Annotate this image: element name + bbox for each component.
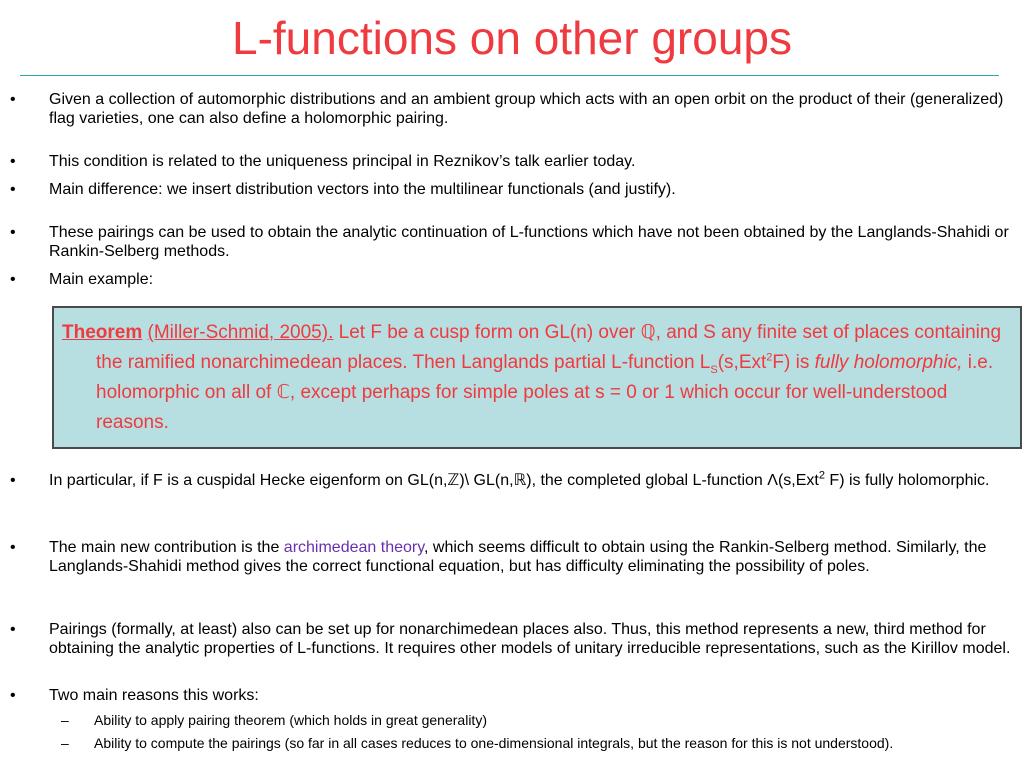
bullet-item xyxy=(10,180,1014,199)
archimedean-theory-highlight: archimedean theory xyxy=(283,539,425,556)
sub-bullet-item xyxy=(61,711,994,729)
bullet-marker: • xyxy=(10,687,16,704)
bullet-marker: • xyxy=(10,153,16,170)
bullet-text: F) is fully holomorphic. xyxy=(824,472,990,489)
theorem-text: (s,Ext xyxy=(717,352,767,373)
bullet-text: Given a collection of automorphic distributions and an ambient group which acts with an open orbit on the product of their (generalized) flag varieties, one can also define a holomorphic pairing. xyxy=(49,91,1004,127)
theorem-statement xyxy=(62,318,1008,438)
bullet-text: , which seems difficult to obtain using the Rankin-Selberg method. Similarly, the Langlands-Shahidi method gives the correct functional equation, but has difficulty eliminating the possibility of poles. xyxy=(49,539,987,575)
reals-symbol: ℝ xyxy=(513,472,527,489)
theorem-label: Theorem xyxy=(62,322,143,343)
bullet-marker: • xyxy=(10,181,16,198)
bullet-item xyxy=(10,270,1014,289)
bullet-item xyxy=(10,469,1014,490)
theorem-text: , except perhaps for simple poles at s = 0 or 1 which occur for well-understood reasons. xyxy=(96,382,948,433)
slide-title: L-functions on other groups xyxy=(231,12,793,64)
sub-bullet-marker: – xyxy=(61,712,69,728)
sub-bullet-marker: – xyxy=(61,735,69,751)
bullet-text: The main new contribution is the xyxy=(49,539,284,556)
bullet-item xyxy=(10,538,1014,576)
theorem-text: F) is xyxy=(772,352,815,373)
rationals-symbol: ℚ xyxy=(640,322,656,343)
bullet-text: These pairings can be used to obtain the analytic continuation of L-functions which have not been obtained by the Langlands-Shahidi or Rankin-Selberg methods. xyxy=(49,224,1009,260)
sub-bullet-text: Ability to compute the pairings (so far in all cases reduces to one-dimensional integrals, but the reason for this is not understood). xyxy=(94,735,894,751)
bullet-item xyxy=(10,686,1014,705)
bullet-text: Two main reasons this works: xyxy=(49,687,259,704)
superscript-2: 2 xyxy=(818,469,825,482)
lambda-symbol: Λ xyxy=(767,472,778,489)
bullet-text: Pairings (formally, at least) also can be set up for nonarchimedean places also. Thus, this method represents a new, third method for obtaining the analytic properties of L-functions. It requires other models of unitary irreducible representations, such as the Kirillov model. xyxy=(49,621,1011,657)
bullet-marker: • xyxy=(10,91,16,108)
bullet-text: ), the completed global L-function xyxy=(526,472,768,489)
bullet-text: (s,Ext xyxy=(777,472,819,489)
theorem-emphasis: fully holomorphic, xyxy=(814,352,963,373)
theorem-reference: (Miller-Schmid, 2005). xyxy=(147,322,334,343)
bullet-item xyxy=(10,620,1014,658)
integers-symbol: ℤ xyxy=(447,472,460,489)
theorem-box xyxy=(52,306,1022,449)
theorem-text: Let F be a cusp form on GL(n) over xyxy=(333,322,641,343)
complex-symbol: ℂ xyxy=(276,382,290,403)
bullet-item xyxy=(10,223,1014,261)
bullet-item xyxy=(10,152,1014,171)
bullet-marker: • xyxy=(10,224,16,241)
superscript-2: 2 xyxy=(766,351,773,364)
bullet-text: Main example: xyxy=(49,271,154,288)
sub-bullet-item xyxy=(61,734,994,752)
bullet-text: In particular, if F is a cuspidal Hecke eigenform on GL(n, xyxy=(49,472,448,489)
bullet-item xyxy=(10,90,1014,128)
bullet-text: Main difference: we insert distribution vectors into the multilinear functionals (and justify). xyxy=(49,181,676,198)
theorem-text: , and S any finite set of places containing the ramified nonarchimedean places. Then Langlands partial L-function L xyxy=(96,322,1002,373)
sub-bullet-text: Ability to apply pairing theorem (which holds in great generality) xyxy=(94,712,487,728)
bullet-marker: • xyxy=(10,621,16,638)
theorem-text: i.e. holomorphic on all of xyxy=(96,352,994,403)
bullet-marker: • xyxy=(10,271,16,288)
subscript-s: S xyxy=(710,363,718,376)
title-divider xyxy=(20,75,999,76)
bullet-marker: • xyxy=(10,539,16,556)
bullet-text: This condition is related to the uniqueness principal in Reznikov’s talk earlier today. xyxy=(49,153,636,170)
bullet-text: )\ GL(n, xyxy=(459,472,514,489)
bullet-marker: • xyxy=(10,472,16,489)
